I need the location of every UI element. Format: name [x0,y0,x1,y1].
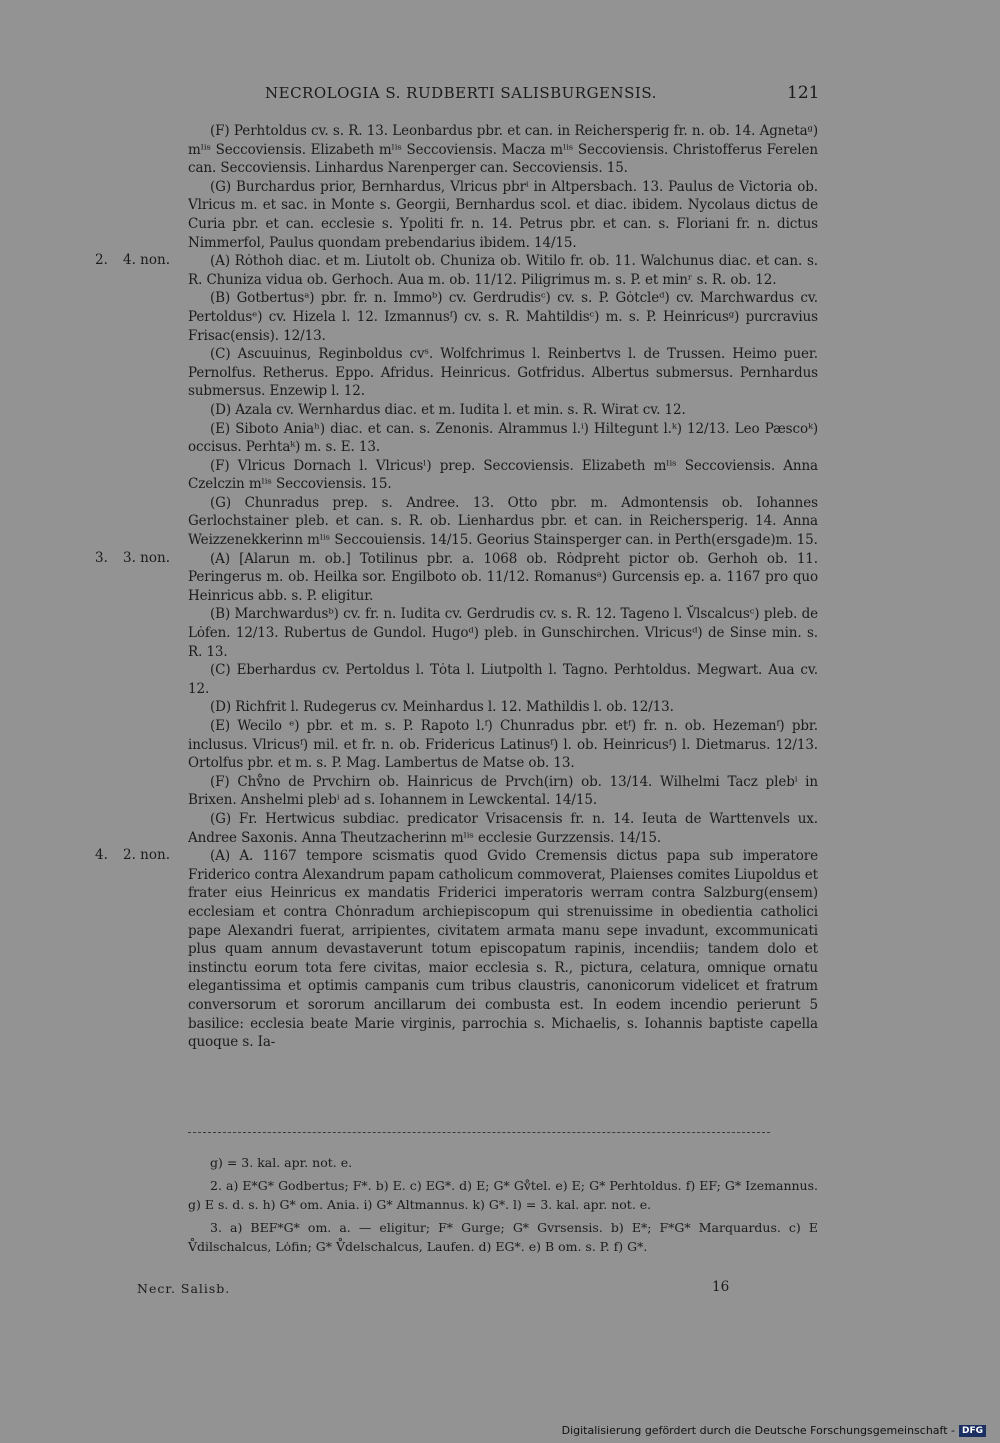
footnote: 3. a) BEF*G* om. a. — eligitur; F* Gurge; G* Gvrsensis. b) E*; F*G* Marquardus. c) E V̊dilschalcus, Lȯfin; G* V̊delschalcus, Laufen. d) EG*. e) B om. s. P. f) G*. [188,1220,818,1254]
dfg-logo-icon: DFG [959,1425,986,1437]
nones-label: 2. non. [123,847,170,864]
entry-paragraph: (D) Azala cv. Wernhardus diac. et m. Iudita l. et min. s. R. Wirat cv. 12. [210,401,686,418]
entry-paragraph: (B) Gotbertusᵃ) pbr. fr. n. Immoᵇ) cv. Gerdrudisᶜ) cv. s. P. Gȯtcleᵈ) cv. Marchwardus cv. Pertoldusᵉ) cv. Hizela l. 12. Izmannusᶠ) cv. s. R. Mahtildisᶜ) m. s. P. Heinricusᵍ) purcravius Frisac(ensis). 12/13. [188,290,818,344]
footnote: 2. a) E*G* Godbertus; F*. b) E. c) EG*. d) E; G* Gv̊tel. e) E; G* Perhtoldus. f) EF; G* Izemannus. g) E s. d. s. h) G* om. Ania. i) G* Altmannus. k) G*. l) = 3. kal. apr. not. e. [188,1178,818,1212]
running-title: NECROLOGIA S. RUDBERTI SALISBURGENSIS. [265,84,657,102]
entry-paragraph: (F) Perhtoldus cv. s. R. 13. Leonbardus pbr. et can. in Reichersperig fr. n. ob. 14. Agnetaᵍ) mˡⁱˢ Seccoviensis. Elizabeth mˡⁱˢ Seccoviensis. Macza mˡⁱˢ Seccoviensis. Christofferus Ferelen can. Seccoviensis. Linhardus Narenperger can. Seccoviensis. 15. [188,123,818,177]
entry-paragraph: (E) Wecilo ᵉ) pbr. et m. s. P. Rapoto l.ᶠ) Chunradus pbr. etᶠ) fr. n. ob. Hezemanᶠ) pbr. inclusus. Vlricusᶠ) mil. et fr. n. ob. Fridericus Latinusᶠ) l. ob. Heinricusᶠ) l. Dietmarus. 12/13. Ortolfus pbr. et m. s. P. Mag. Lambertus de Matse ob. 13. [188,718,818,772]
entry-paragraph: (D) Richfrit l. Rudegerus cv. Meinhardus l. 12. Mathildis l. ob. 12/13. [210,699,674,716]
entry-paragraph: (F) Chv̊no de Prvchirn ob. Hainricus de Prvch(irn) ob. 13/14. Wilhelmi Tacz plebⁱ in Brixen. Anshelmi plebⁱ ad s. Iohannem in Lewckental. 14/15. [188,773,818,809]
entry-day-3 [80,550,840,848]
banner-text: Digitalisierung gefördert durch die Deutsche Forschungsgemeinschaft - [561,1424,955,1437]
entry-paragraph: (A) A. 1167 tempore scismatis quod Gvido Cremensis dictus papa sub imperatore Friderico contra Alexandrum papam catholicum commoverat, Plaienses comites Liupoldus et frater eius Heinricus ex mandatis Friderici imperatoris werram contra Salzburg(ensem) ecclesiam et contra Chȯnradum archiepiscopum qui strenuissime in obedientia catholici pape Alexandri fuerat, arripientes, civitatem armata manu sepe invadunt, excommunicati plus quam annum devastaverunt totum episcopatum rapinis, incendiis; tandem dolo et instinctu eorum tota fere civitas, maior ecclesia s. R., pictura, celatura, omnique ornatu elegantissima et optimis campanis cum tribus claustris, canonicorum videlicet et fratrum conversorum et sororum ancillarum dei combusta est. In eodem incendio perierunt 5 basilice: ecclesia beate Marie virginis, parrochia s. Michaelis, s. Iohannis baptiste capella quoque s. Ia- [188,848,818,1051]
entry-paragraph: (A) [Alarun m. ob.] Totilinus pbr. a. 1068 ob. Rȯdpreht pictor ob. Gerhoh ob. 11. Peringerus m. ob. Heilka sor. Engilboto ob. 11/12. Romanusᵃ) Gurcensis ep. a. 1167 pro quo Heinricus abb. s. P. eligitur. [188,550,818,604]
entry-paragraph: (G) Burchardus prior, Bernhardus, Vlricus pbrⁱ in Altpersbach. 13. Paulus de Victoria ob. Vlricus m. et sac. in Monte s. Georgii, Bernhardus scol. et diac. ibidem. Nycolaus dictus de Curia pbr. et can. ecclesie s. Ypoliti fr. n. 14. Petrus pbr. et can. s. Floriani fr. n. dictus Nimmerfol, Paulus quondam prebendarius ibidem. 14/15. [188,178,818,251]
day-number: 4. [95,847,108,864]
entry-day-4 [80,847,840,1052]
necrology-text [80,122,840,1052]
entry-paragraph: (C) Eberhardus cv. Pertoldus l. Tȯta l. Liutpolth l. Tagno. Perhtoldus. Megwart. Aua cv. 12. [188,662,818,697]
nones-label: 4. non. [123,252,170,269]
digitization-banner [562,1424,986,1437]
page-number: 121 [787,83,820,103]
entry-paragraph: (E) Siboto Aniaʰ) diac. et can. s. Zenonis. Alrammus l.ⁱ) Hiltegunt l.ᵏ) 12/13. Leo Pæscoᵏ) occisus. Perhtaᵏ) m. s. E. 13. [188,420,818,456]
nones-label: 3. non. [123,549,170,566]
sheet-number: 16 [712,1279,730,1295]
day-number: 3. [95,549,108,566]
footnote: g) = 3. kal. apr. not. e. [210,1155,353,1170]
entry-day-2 [80,252,840,550]
entry-paragraph: (F) Vlricus Dornach l. Vlricusˡ) prep. Seccoviensis. Elizabeth mˡⁱˢ Seccoviensis. Anna Czelczin mˡⁱˢ Seccoviensis. 15. [188,457,818,493]
entry-paragraph: (C) Ascuuinus, Reginboldus cvˢ. Wolfchrimus l. Reinbertvs l. de Trussen. Heimo puer. Pernolfus. Retherus. Eppo. Afridus. Heinricus. Gotfridus. Albertus submersus. Pernhardus submersus. Enzewip l. 12. [188,346,818,400]
entry-paragraph: (G) Fr. Hertwicus subdiac. predicator Vrisacensis fr. n. 14. Ieuta de Warttenvels ux. Andree Saxonis. Anna Theutzacherinn mˡⁱˢ ecclesie Gurzzensis. 14/15. [188,810,818,846]
entry-continued [80,122,840,252]
entry-paragraph: (B) Marchwardusᵇ) cv. fr. n. Iudita cv. Gerdrudis cv. s. R. 12. Tageno l. V̊lscalcusᶜ) pleb. de Lȯfen. 12/13. Rubertus de Gundol. Hugoᵈ) pleb. in Gunschirchen. Vlricusᵈ) de Sinse min. s. R. 13. [188,606,818,660]
footnotes [188,1153,818,1260]
signature-mark: Necr. Salisb. [137,1281,231,1296]
day-number: 2. [95,252,108,269]
footnote-rule [188,1132,770,1133]
entry-paragraph: (G) Chunradus prep. s. Andree. 13. Otto pbr. m. Admontensis ob. Iohannes Gerlochstainer pleb. et can. s. R. ob. Lienhardus pbr. et can. in Reichersperig. 14. Anna Weizzenekkerinn mˡⁱˢ Seccouiensis. 14/15. Georius Stainsperger can. in Perth(ersgade)m. 15. [188,494,818,549]
entry-paragraph: (A) Rȯthoh diac. et m. Liutolt ob. Chuniza ob. Witilo fr. ob. 11. Walchunus diac. et can. s. R. Chuniza vidua ob. Gerhoch. Aua m. ob. 11/12. Piligrimus m. s. P. et minʳ s. R. ob. 12. [188,253,818,288]
